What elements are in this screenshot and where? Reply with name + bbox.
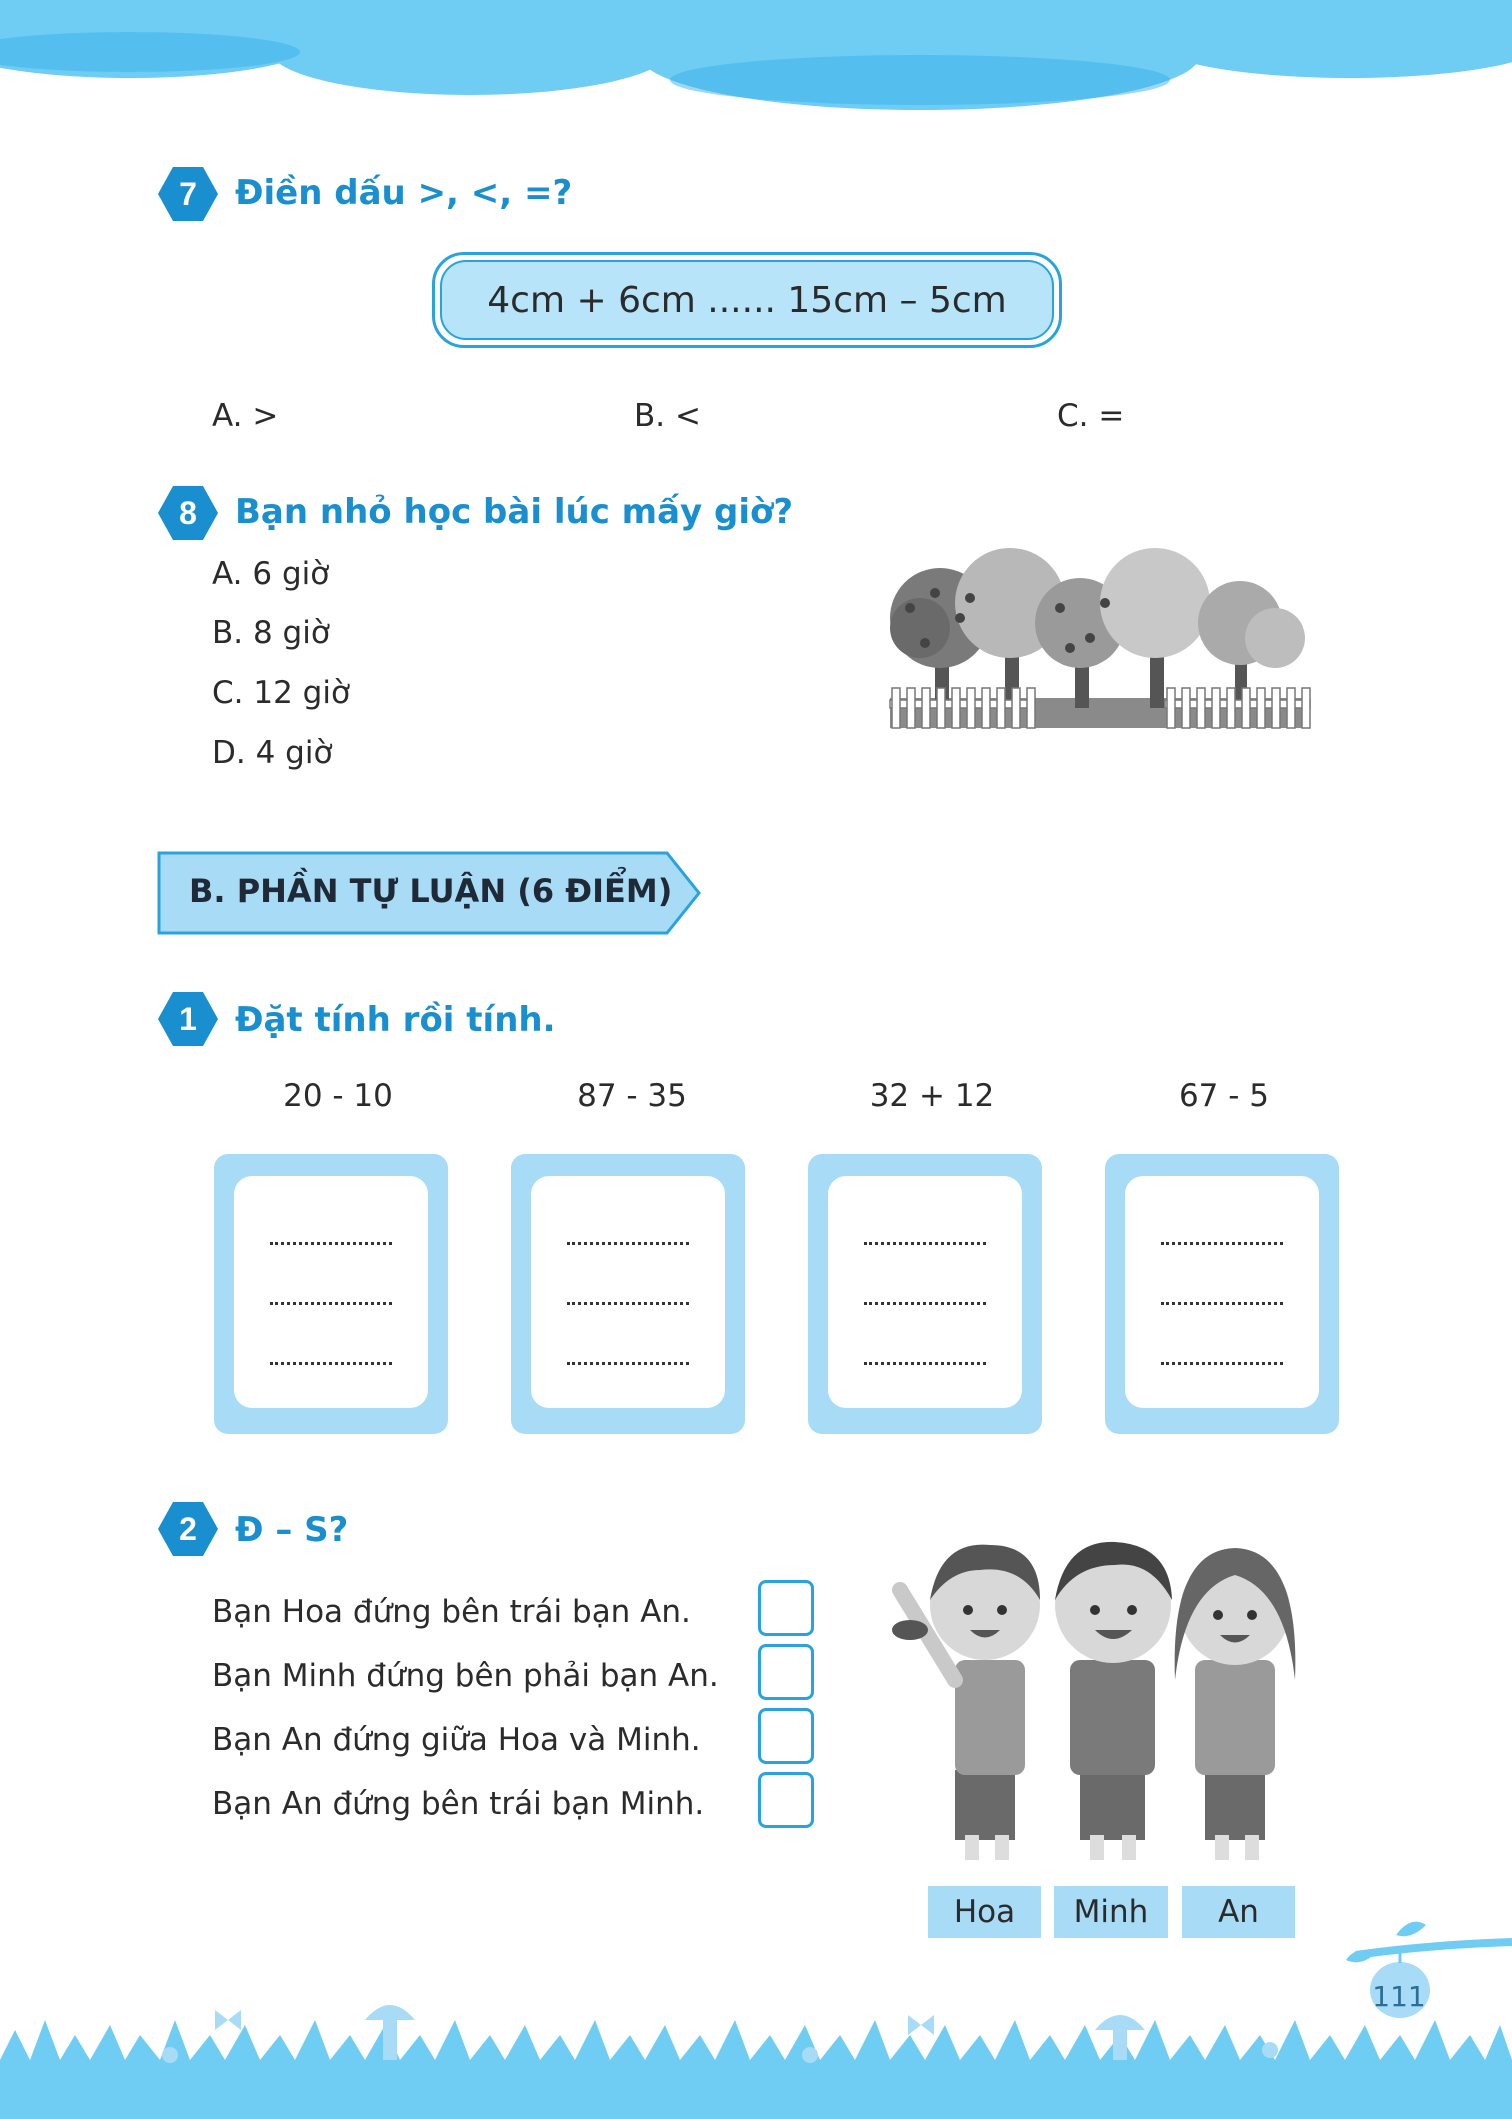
q8-option-a[interactable]: A. 6 giờ [212, 556, 330, 592]
answer-area-3[interactable] [828, 1176, 1022, 1408]
answer-line [864, 1242, 986, 1245]
q8-option-d[interactable]: D. 4 giờ [212, 735, 333, 771]
answer-box-4[interactable] [758, 1772, 814, 1828]
problem-3-label: 32 + 12 [869, 1078, 995, 1114]
part-1-number: 1 [179, 1001, 197, 1037]
part-2-number: 2 [179, 1511, 197, 1547]
answer-card-3 [808, 1154, 1042, 1434]
statement-2: Bạn Minh đứng bên phải bạn An. [212, 1658, 719, 1694]
statement-1: Bạn Hoa đứng bên trái bạn An. [212, 1594, 691, 1630]
answer-box-1[interactable] [758, 1580, 814, 1636]
answer-area-4[interactable] [1125, 1176, 1319, 1408]
q7-option-a[interactable]: A. > [212, 398, 279, 434]
answer-line [567, 1302, 689, 1305]
expression-box [432, 252, 1062, 348]
answer-line [567, 1242, 689, 1245]
answer-area-1[interactable] [234, 1176, 428, 1408]
answer-box-2[interactable] [758, 1644, 814, 1700]
answer-card-4 [1105, 1154, 1339, 1434]
answer-line [270, 1242, 392, 1245]
q7-option-c[interactable]: C. = [1057, 398, 1125, 434]
bottom-grass-decoration [0, 1990, 1512, 2119]
q7-option-b[interactable]: B. < [634, 398, 701, 434]
answer-line [1161, 1362, 1283, 1365]
problem-2-label: 87 - 35 [577, 1078, 687, 1114]
question-8-title: Bạn nhỏ học bài lúc mấy giờ? [235, 492, 794, 532]
question-7-number: 7 [179, 176, 197, 212]
part-1-title: Đặt tính rồi tính. [235, 1000, 556, 1040]
statement-3: Bạn An đứng giữa Hoa và Minh. [212, 1722, 701, 1758]
answer-line [864, 1302, 986, 1305]
answer-card-1 [214, 1154, 448, 1434]
name-tag-an: An [1182, 1886, 1295, 1938]
problem-1-label: 20 - 10 [283, 1078, 393, 1114]
question-7-number-badge [157, 165, 219, 223]
expression-text: 4cm + 6cm ...... 15cm – 5cm [440, 260, 1054, 340]
part-2-number-badge [157, 1500, 219, 1558]
name-tag-hoa: Hoa [928, 1886, 1041, 1938]
part-1-number-badge [157, 990, 219, 1048]
top-cloud-decoration [0, 0, 1512, 120]
answer-card-2 [511, 1154, 745, 1434]
trees-with-fence-illustration [880, 548, 1320, 738]
answer-line [864, 1362, 986, 1365]
name-tag-minh: Minh [1054, 1886, 1168, 1938]
answer-box-3[interactable] [758, 1708, 814, 1764]
question-8-number: 8 [179, 495, 197, 531]
answer-line [1161, 1242, 1283, 1245]
answer-line [270, 1362, 392, 1365]
answer-line [1161, 1302, 1283, 1305]
section-b-title: B. PHẦN TỰ LUẬN (6 ĐIỂM) [189, 872, 673, 910]
page-number: 111 [1372, 1980, 1426, 2013]
question-8-number-badge [157, 484, 219, 542]
part-2-title: Đ – S? [235, 1510, 349, 1550]
q8-option-b[interactable]: B. 8 giờ [212, 615, 330, 651]
statement-4: Bạn An đứng bên trái bạn Minh. [212, 1786, 705, 1822]
question-7-title: Điền dấu >, <, =? [235, 173, 573, 213]
q8-option-c[interactable]: C. 12 giờ [212, 675, 350, 711]
answer-line [567, 1362, 689, 1365]
answer-area-2[interactable] [531, 1176, 725, 1408]
three-children-illustration [870, 1530, 1310, 1870]
problem-4-label: 67 - 5 [1178, 1078, 1270, 1114]
answer-line [270, 1302, 392, 1305]
